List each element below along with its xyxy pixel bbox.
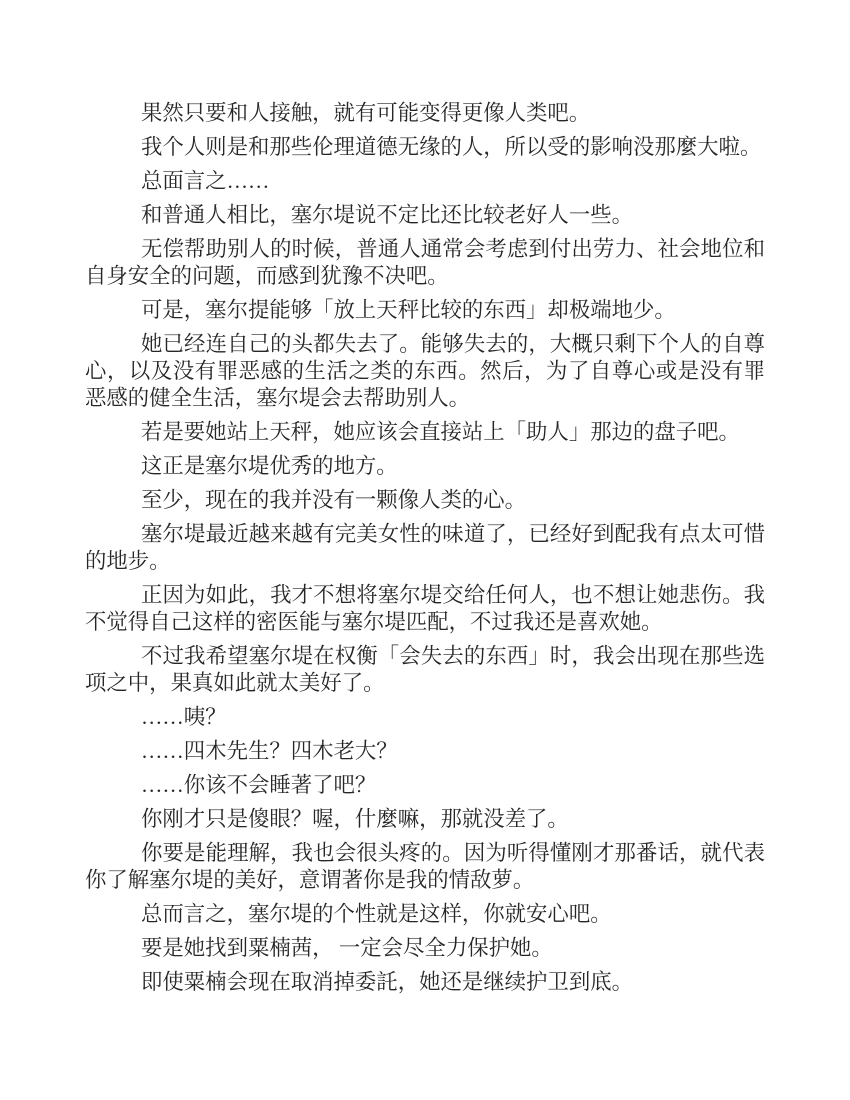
paragraph: 你要是能理解，我也会很头疼的。因为听得懂刚才那番话，就代表你了解塞尔堤的美好，意谓著你是我的情敌萝。 — [85, 841, 765, 892]
paragraph: 和普通人相比，塞尔堤说不定比还比较老好人一些。 — [141, 203, 633, 227]
paragraph: 正因为如此，我才不想将塞尔堤交给任何人，也不想让她悲伤。我不觉得自己这样的密医能与塞尔堤匹配，不过我还是喜欢她。 — [85, 583, 765, 634]
paragraph: 要是她找到粟楠茜， 一定会尽全力保护她。 — [141, 936, 553, 960]
paragraph: 她已经连自己的头都失去了。能够失去的，大概只剩下个人的自尊心，以及没有罪恶感的生活之类的东西。然后，为了自尊心或是没有罪恶感的健全生活，塞尔堤会去帮助别人。 — [85, 332, 765, 410]
paragraph: 若是要她站上天秤，她应该会直接站上「助人」那边的盘子吧。 — [141, 420, 740, 444]
paragraph: 这正是塞尔堤优秀的地方。 — [141, 454, 398, 478]
paragraph: 可是，塞尔提能够「放上天秤比较的东西」却极端地少。 — [141, 298, 676, 322]
paragraph: ……四木先生？四木老大？ — [141, 739, 398, 763]
paragraph: 至少，现在的我并没有一颗像人类的心。 — [141, 488, 527, 512]
paragraph: 塞尔堤最近越来越有完美女性的味道了，已经好到配我有点太可惜的地步。 — [85, 522, 765, 573]
paragraph: 你刚才只是傻眼？喔，什麼嘛，那就没差了。 — [141, 807, 569, 831]
paragraph: ……你该不会睡著了吧？ — [141, 773, 377, 797]
novel-text-block — [85, 100, 765, 996]
paragraph: 无偿帮助别人的时候，普通人通常会考虑到付出劳力、社会地位和自身安全的问题，而感到犹豫不决吧。 — [85, 237, 765, 288]
paragraph: ……咦？ — [141, 705, 227, 729]
paragraph: 即使粟楠会现在取消掉委託，她还是继续护卫到底。 — [141, 970, 633, 994]
paragraph: 果然只要和人接触，就有可能变得更像人类吧。 — [141, 101, 591, 125]
paragraph: 不过我希望塞尔堤在权衡「会失去的东西」时，我会出现在那些选项之中，果真如此就太美好了。 — [85, 644, 765, 695]
paragraph: 总而言之，塞尔堤的个性就是这样，你就安心吧。 — [141, 902, 612, 926]
paragraph: 总面言之…… — [141, 169, 270, 193]
paragraph: 我个人则是和那些伦理道德无缘的人，所以受的影响没那麼大啦。 — [141, 135, 762, 159]
